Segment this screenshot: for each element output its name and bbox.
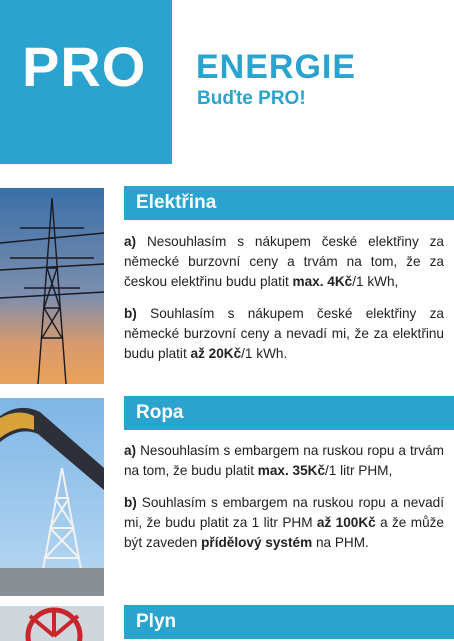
- price-highlight: max. 4Kč: [292, 274, 353, 289]
- option-text: a že může být zaveden: [124, 515, 444, 550]
- option-a-paragraph: [124, 232, 444, 292]
- option-text: Nesouhlasím s embargem na ruskou ropu a trvám na tom, že budu platit: [124, 443, 444, 478]
- option-text: Souhlasím s nákupem české elektřiny za německé burzovní ceny a nevadí mi, že za elektřinu budu platit: [124, 306, 444, 361]
- price-highlight: až 20Kč: [190, 346, 242, 361]
- price-highlight: max. 35Kč: [257, 463, 326, 478]
- option-marker: a): [124, 234, 137, 249]
- option-b-paragraph: [124, 493, 444, 553]
- option-text: Souhlasím s embargem na ruskou ropu a nevadí mi, že budu platit za 1 litr PHM: [124, 495, 444, 530]
- option-marker: a): [124, 443, 137, 458]
- option-a-paragraph: [124, 441, 444, 481]
- slogan: Buďte PRO!: [197, 88, 306, 109]
- option-text: /1 litr PHM,: [325, 463, 393, 478]
- section-header-gas: Plyn: [124, 605, 454, 639]
- option-b-paragraph: [124, 304, 444, 364]
- option-marker: b): [124, 306, 137, 321]
- page-title: ENERGIE: [196, 48, 357, 86]
- section-body-oil: [124, 441, 444, 565]
- section-body-electricity: [124, 232, 444, 376]
- section-header-oil: Ropa: [124, 396, 454, 430]
- option-text: Nesouhlasím s nákupem české elektřiny za německé burzovní ceny a trvám na tom, že za českou elektřinu budu platit: [124, 234, 444, 289]
- price-highlight: až 100Kč: [316, 515, 376, 530]
- electricity-pylon-photo: [0, 188, 104, 384]
- option-text: /1 kWh,: [352, 274, 399, 289]
- rationing-highlight: přídělový systém: [201, 535, 313, 550]
- oil-pumpjack-photo: [0, 398, 104, 596]
- option-text: na PHM.: [312, 535, 369, 550]
- gas-valve-photo: [0, 606, 104, 641]
- section-header-electricity: Elektřina: [124, 186, 454, 220]
- logo-box: [0, 0, 172, 164]
- option-marker: b): [124, 495, 137, 510]
- logo-text: PRO: [22, 35, 147, 98]
- option-text: /1 kWh.: [241, 346, 288, 361]
